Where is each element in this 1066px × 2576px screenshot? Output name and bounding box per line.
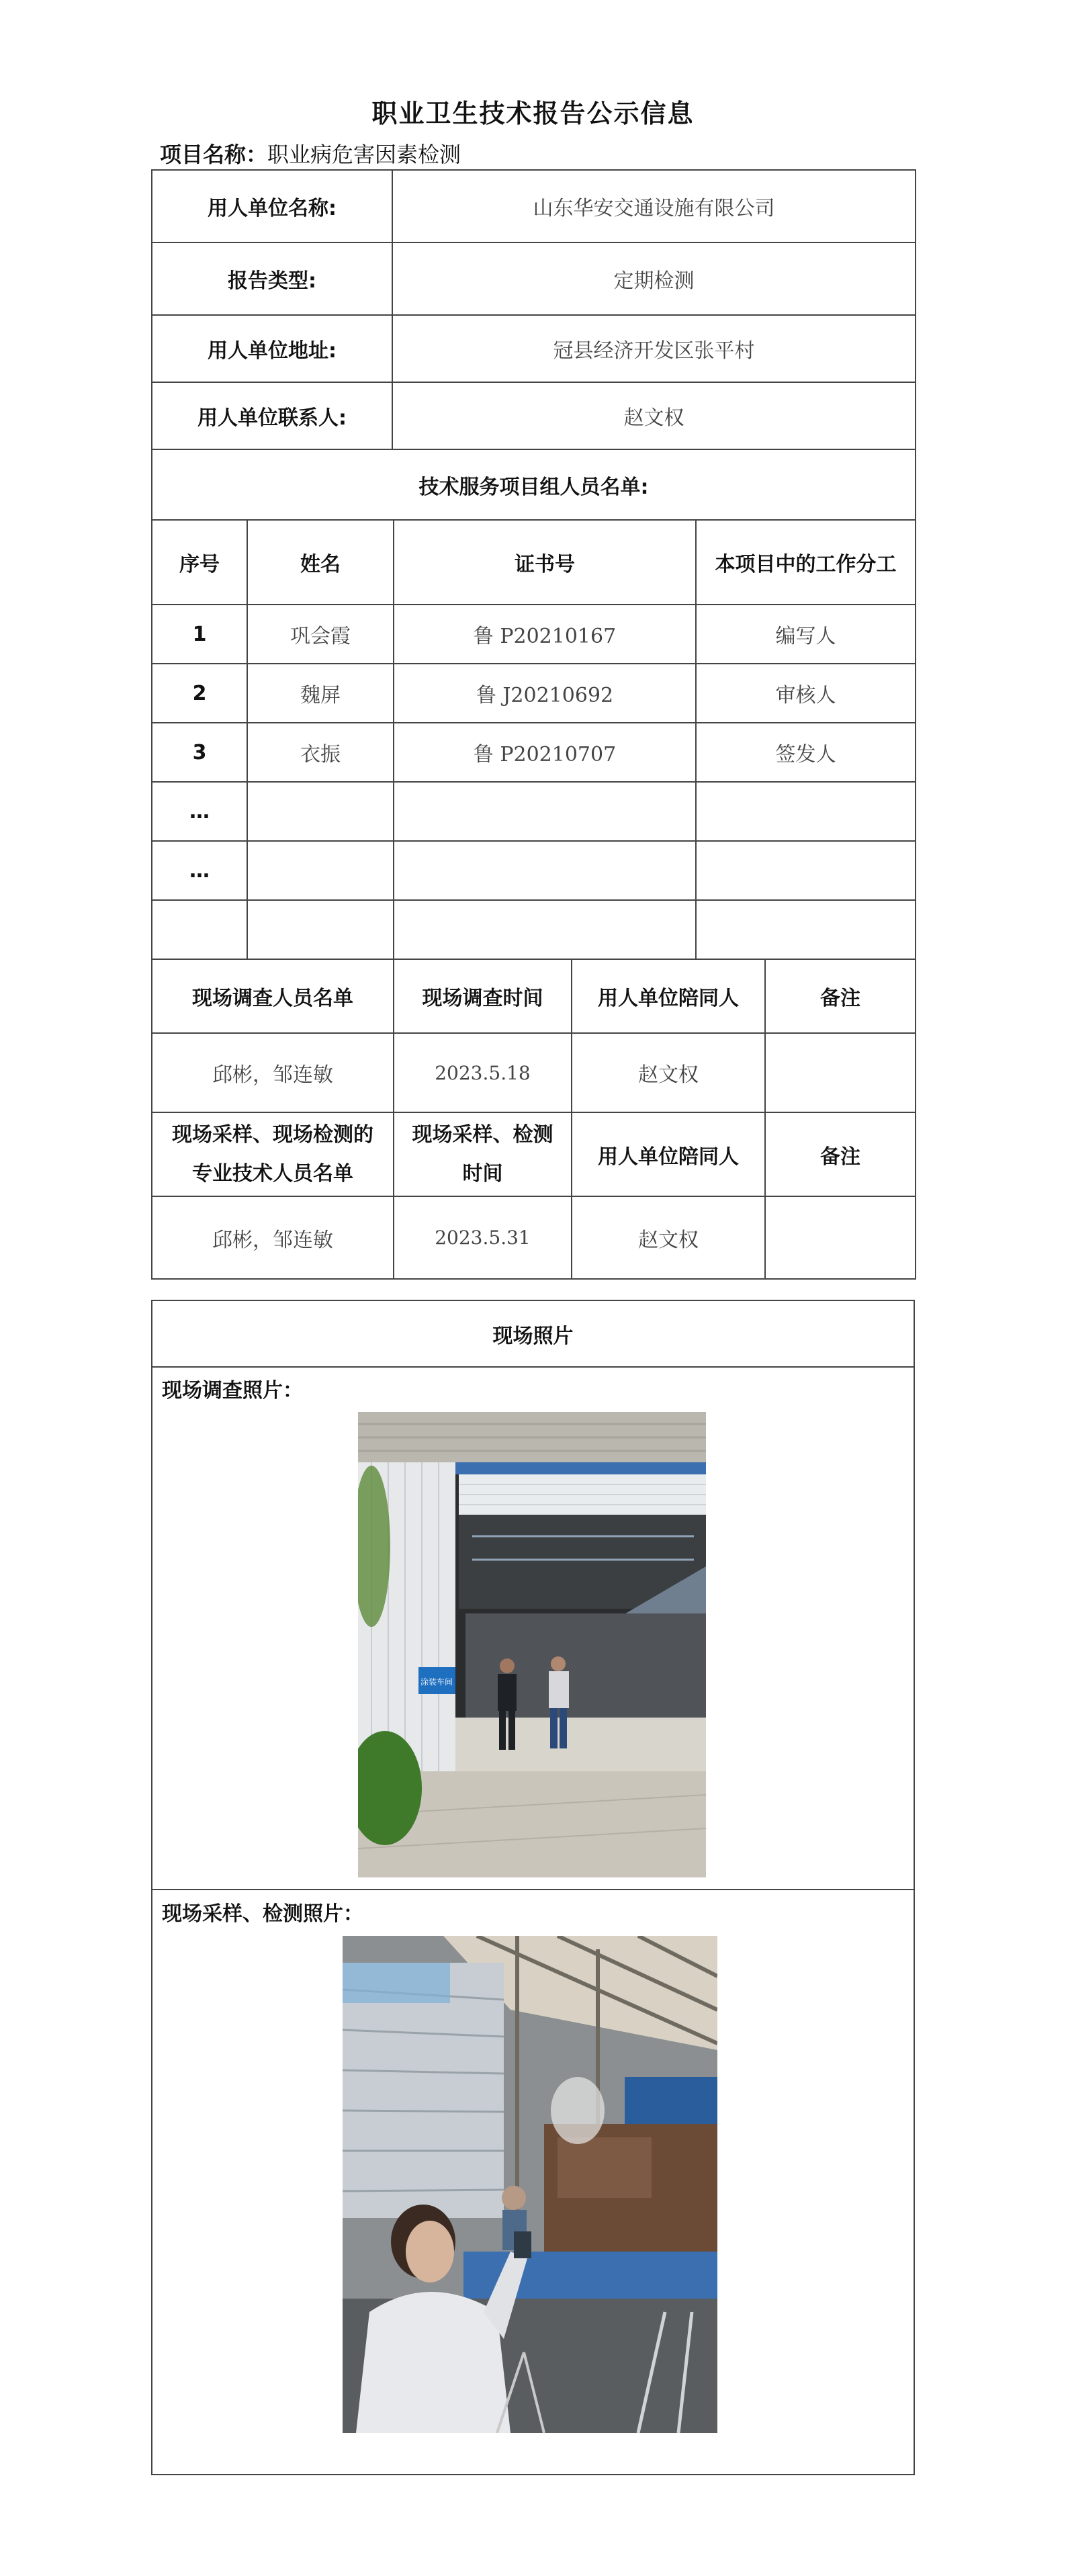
cell [696,841,916,900]
photo-divider [152,1889,914,1890]
cell: … [152,841,247,900]
cell: 签发人 [696,723,916,782]
survey-col-header: 备注 [765,959,916,1033]
sampling-col-header [394,1112,572,1196]
contact-value: 赵文权 [392,382,916,449]
cell [696,782,916,841]
report-type-value: 定期检测 [392,242,916,315]
project-name [160,138,461,169]
report-type-label: 报告类型: [152,242,392,315]
cell: 1 [152,605,247,664]
photos-heading: 现场照片 [152,1301,914,1368]
cell: … [152,782,247,841]
team-col-header: 序号 [152,520,247,605]
sampling-col2-line2: 时间 [462,1161,503,1186]
cell: 巩会霞 [247,605,394,664]
cell: 鲁 P20210167 [394,605,696,664]
cell [394,782,696,841]
survey-table [151,959,916,1280]
cell: 魏屏 [247,664,394,723]
survey-photo [358,1412,706,1877]
sampling-col-header: 用人单位陪同人 [572,1112,765,1196]
report-title: 职业卫生技术报告公示信息 [371,99,695,128]
cell: 2023.5.31 [394,1196,572,1279]
table-row [152,1196,916,1279]
cell [765,1033,916,1112]
cell: 邱彬，邹连敏 [152,1196,394,1279]
address-value: 冠县经济开发区张平村 [392,315,916,382]
cell: 赵文权 [572,1033,765,1112]
project-value: 职业病危害因素检测 [267,142,461,167]
survey-col-header: 现场调查人员名单 [152,959,394,1033]
sampling-col1-line2: 专业技术人员名单 [192,1161,353,1186]
cell: 3 [152,723,247,782]
survey-photo-label: 现场调查照片： [162,1379,303,1403]
cell: 编写人 [696,605,916,664]
cell [152,900,247,959]
address-label: 用人单位地址: [152,315,392,382]
table-row [152,900,916,959]
cell [765,1196,916,1279]
sampling-photo [343,1936,717,2433]
table-row [152,841,916,900]
employer-label: 用人单位名称: [152,170,392,242]
cell [247,782,394,841]
cell [394,841,696,900]
cell: 衣振 [247,723,394,782]
info-table [151,169,916,521]
cell [247,900,394,959]
sampling-photo-image [343,1936,717,2433]
sampling-col2-line1: 现场采样、检测 [412,1122,553,1147]
cell: 2023.5.18 [394,1033,572,1112]
team-col-header: 姓名 [247,520,394,605]
cell: 鲁 J20210692 [394,664,696,723]
table-row [152,723,916,782]
project-label: 项目名称： [160,142,268,167]
workshop-sign: 涂装车间 [420,1677,453,1687]
sampling-col-header: 备注 [765,1112,916,1196]
cell: 审核人 [696,664,916,723]
sampling-photo-label: 现场采样、检测照片： [162,1902,363,1926]
survey-col-header: 现场调查时间 [394,959,572,1033]
sampling-col-header [152,1112,394,1196]
sampling-col1-line1: 现场采样、现场检测的 [172,1122,373,1147]
cell: 2 [152,664,247,723]
team-col-header: 本项目中的工作分工 [696,520,916,605]
cell [247,841,394,900]
table-row [152,664,916,723]
cell: 邱彬，邹连敏 [152,1033,394,1112]
table-row [152,605,916,664]
cell [394,900,696,959]
team-heading: 技术服务项目组人员名单: [152,449,916,520]
contact-label: 用人单位联系人: [152,382,392,449]
table-row [152,782,916,841]
team-table [151,519,916,960]
cell: 赵文权 [572,1196,765,1279]
survey-photo-image [358,1412,706,1877]
photos-section [151,1300,915,2475]
team-col-header: 证书号 [394,520,696,605]
cell [696,900,916,959]
table-row [152,1033,916,1112]
survey-col-header: 用人单位陪同人 [572,959,765,1033]
employer-value: 山东华安交通设施有限公司 [392,170,916,242]
cell: 鲁 P20210707 [394,723,696,782]
